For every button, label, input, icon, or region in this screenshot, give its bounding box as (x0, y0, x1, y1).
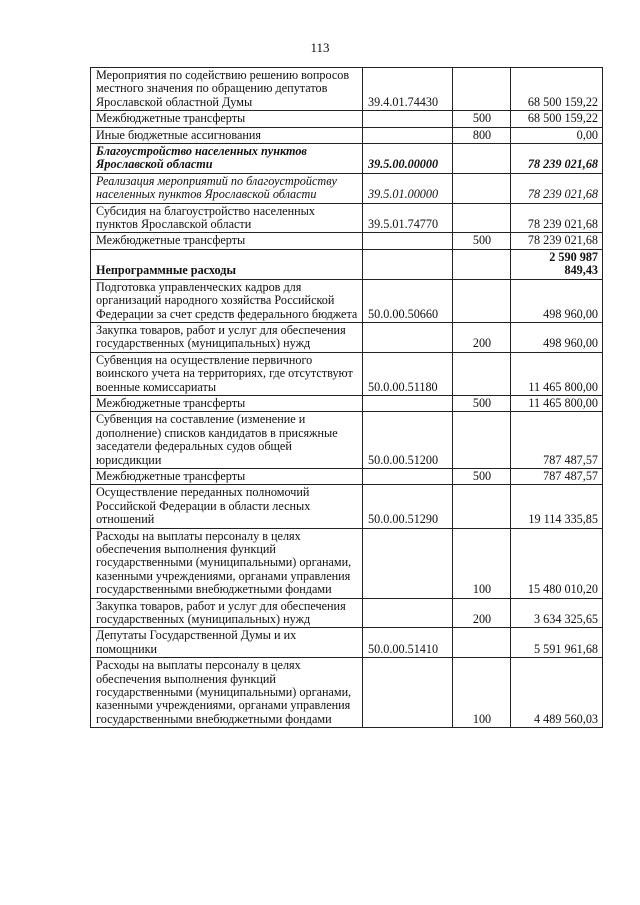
row-code-cell (363, 249, 453, 279)
row-amount-cell: 787 487,57 (511, 468, 603, 484)
page-number: 113 (310, 40, 330, 55)
row-name-cell: Субвенция на осуществление первичного воинского учета на территориях, где отсутствуют военные комиссариаты (91, 352, 363, 395)
row-name-cell: Расходы на выплаты персоналу в целях обеспечения выполнения функций государственными (муниципальными) органами, казенными учреждениями, органами управления государственными внебюджетными фондами (91, 658, 363, 728)
row-name-cell: Подготовка управленческих кадров для организаций народного хозяйства Российской Федерации за счет средств федерального бюджета (91, 279, 363, 322)
table-row (91, 144, 603, 174)
row-expense-type-cell: 100 (453, 528, 511, 598)
row-expense-type-cell: 500 (453, 111, 511, 127)
row-amount-cell: 0,00 (511, 127, 603, 143)
row-code-cell (363, 598, 453, 628)
row-amount-cell: 78 239 021,68 (511, 144, 603, 174)
table-row (91, 127, 603, 143)
row-expense-type-cell (453, 68, 511, 111)
table-row (91, 598, 603, 628)
row-code-cell: 39.5.01.74770 (363, 203, 453, 233)
row-code-cell: 39.5.00.00000 (363, 144, 453, 174)
row-amount-cell: 68 500 159,22 (511, 68, 603, 111)
row-name-cell: Межбюджетные трансферты (91, 233, 363, 249)
row-expense-type-cell: 100 (453, 658, 511, 728)
row-amount-cell: 15 480 010,20 (511, 528, 603, 598)
table-row (91, 173, 603, 203)
row-expense-type-cell: 500 (453, 233, 511, 249)
row-code-cell (363, 111, 453, 127)
row-amount-cell: 3 634 325,65 (511, 598, 603, 628)
row-amount-cell: 5 591 961,68 (511, 628, 603, 658)
row-expense-type-cell: 500 (453, 395, 511, 411)
row-amount-cell: 78 239 021,68 (511, 233, 603, 249)
row-amount-cell: 498 960,00 (511, 279, 603, 322)
row-code-cell (363, 468, 453, 484)
table-row (91, 68, 603, 111)
budget-table-body (91, 68, 603, 728)
table-row (91, 111, 603, 127)
row-name-cell: Осуществление переданных полномочий Российской Федерации в области лесных отношений (91, 485, 363, 528)
row-code-cell (363, 528, 453, 598)
row-expense-type-cell: 800 (453, 127, 511, 143)
row-code-cell (363, 395, 453, 411)
row-amount-cell: 2 590 987 849,43 (511, 249, 603, 279)
row-expense-type-cell (453, 485, 511, 528)
row-expense-type-cell (453, 352, 511, 395)
row-expense-type-cell (453, 249, 511, 279)
row-code-cell: 50.0.00.50660 (363, 279, 453, 322)
row-expense-type-cell (453, 144, 511, 174)
row-name-cell: Субвенция на составление (изменение и дополнение) списков кандидатов в присяжные заседатели федеральных судов общей юрисдикции (91, 412, 363, 469)
table-row (91, 528, 603, 598)
row-code-cell (363, 233, 453, 249)
row-name-cell: Закупка товаров, работ и услуг для обеспечения государственных (муниципальных) нужд (91, 322, 363, 352)
row-name-cell: Непрограммные расходы (91, 249, 363, 279)
row-amount-cell: 78 239 021,68 (511, 203, 603, 233)
row-name-cell: Депутаты Государственной Думы и их помощники (91, 628, 363, 658)
row-amount-cell: 19 114 335,85 (511, 485, 603, 528)
row-name-cell: Межбюджетные трансферты (91, 468, 363, 484)
table-row (91, 203, 603, 233)
row-expense-type-cell (453, 412, 511, 469)
row-expense-type-cell: 200 (453, 322, 511, 352)
row-name-cell: Благоустройство населенных пунктов Ярославской области (91, 144, 363, 174)
budget-table (90, 67, 603, 728)
row-name-cell: Субсидия на благоустройство населенных пунктов Ярославской области (91, 203, 363, 233)
row-name-cell: Закупка товаров, работ и услуг для обеспечения государственных (муниципальных) нужд (91, 598, 363, 628)
row-name-cell: Мероприятия по содействию решению вопросов местного значения по обращению депутатов Ярославской областной Думы (91, 68, 363, 111)
table-row (91, 628, 603, 658)
row-code-cell: 39.4.01.74430 (363, 68, 453, 111)
row-expense-type-cell (453, 173, 511, 203)
row-name-cell: Межбюджетные трансферты (91, 111, 363, 127)
table-row (91, 412, 603, 469)
row-code-cell: 50.0.00.51410 (363, 628, 453, 658)
row-expense-type-cell (453, 203, 511, 233)
row-code-cell: 50.0.00.51290 (363, 485, 453, 528)
row-expense-type-cell: 200 (453, 598, 511, 628)
table-row (91, 249, 603, 279)
row-name-cell: Расходы на выплаты персоналу в целях обеспечения выполнения функций государственными (муниципальными) органами, казенными учреждениями, органами управления государственными внебюджетными фондами (91, 528, 363, 598)
row-name-cell: Иные бюджетные ассигнования (91, 127, 363, 143)
row-expense-type-cell: 500 (453, 468, 511, 484)
table-row (91, 233, 603, 249)
table-row (91, 322, 603, 352)
row-amount-cell: 68 500 159,22 (511, 111, 603, 127)
row-name-cell: Реализация мероприятий по благоустройству населенных пунктов Ярославской области (91, 173, 363, 203)
table-row (91, 352, 603, 395)
row-amount-cell: 78 239 021,68 (511, 173, 603, 203)
row-name-cell: Межбюджетные трансферты (91, 395, 363, 411)
table-row (91, 468, 603, 484)
row-code-cell (363, 127, 453, 143)
table-row (91, 485, 603, 528)
table-row (91, 658, 603, 728)
table-row (91, 279, 603, 322)
row-code-cell: 39.5.01.00000 (363, 173, 453, 203)
row-amount-cell: 498 960,00 (511, 322, 603, 352)
row-amount-cell: 787 487,57 (511, 412, 603, 469)
row-expense-type-cell (453, 628, 511, 658)
row-code-cell (363, 322, 453, 352)
row-amount-cell: 4 489 560,03 (511, 658, 603, 728)
row-expense-type-cell (453, 279, 511, 322)
row-amount-cell: 11 465 800,00 (511, 352, 603, 395)
table-row (91, 395, 603, 411)
row-code-cell (363, 658, 453, 728)
row-code-cell: 50.0.00.51200 (363, 412, 453, 469)
row-code-cell: 50.0.00.51180 (363, 352, 453, 395)
row-amount-cell: 11 465 800,00 (511, 395, 603, 411)
